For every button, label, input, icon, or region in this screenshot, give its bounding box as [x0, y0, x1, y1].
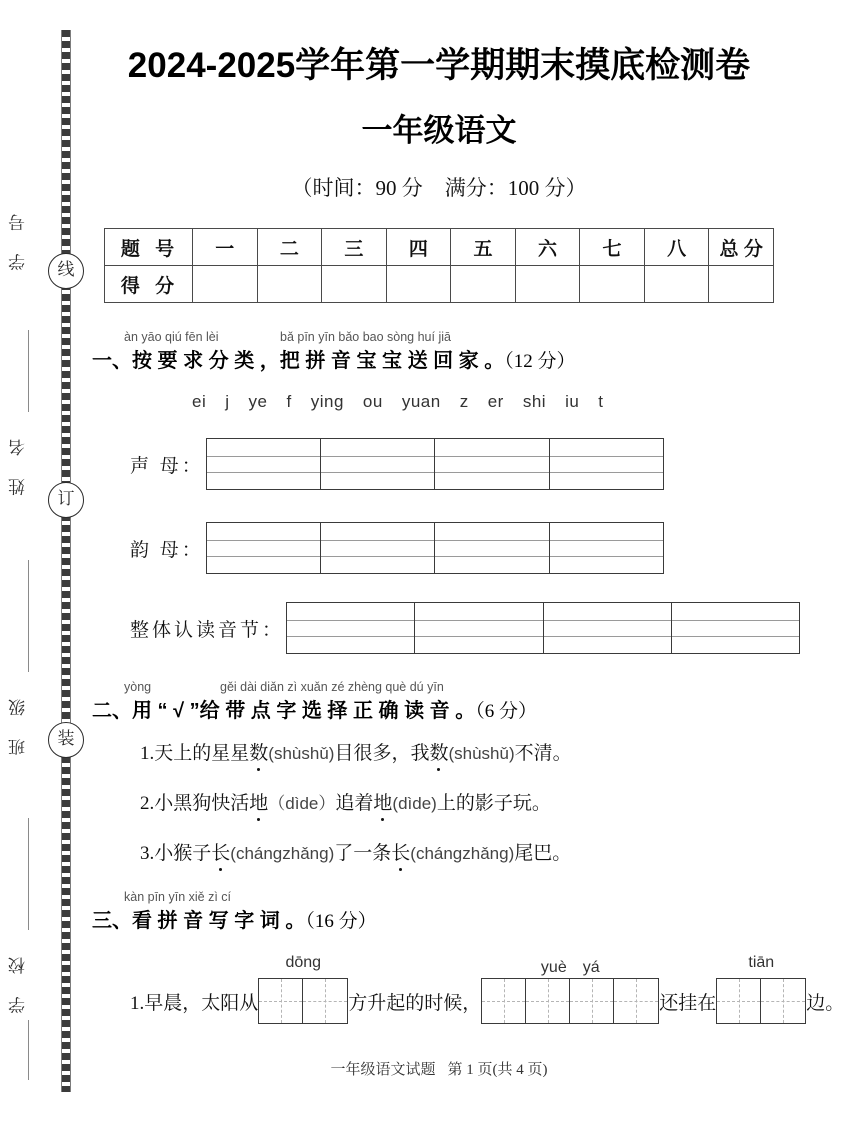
exam-time: （时间：90 分 [291, 176, 423, 200]
fourline-cell[interactable] [207, 523, 321, 573]
score-cell-5[interactable] [451, 266, 516, 303]
fourline-cell[interactable] [435, 439, 549, 489]
margin-field-school: 学 校 [9, 948, 28, 1014]
fourline-cell[interactable] [321, 523, 435, 573]
tianzige-pinyin: tiān [748, 954, 775, 971]
bank-item-8: z [459, 392, 469, 411]
bank-item-10: shi [522, 392, 547, 411]
score-cell-1[interactable] [193, 266, 258, 303]
fourline-cell[interactable] [287, 603, 415, 653]
fourline-grid-yunmu[interactable] [206, 522, 664, 574]
question-2-item-2 [140, 788, 551, 815]
score-table-col-total: 总 分 [709, 229, 774, 266]
bank-item-11: iu [565, 392, 580, 411]
margin-field-student-number: 学 号 [9, 205, 28, 271]
tianzige-cell[interactable] [570, 979, 614, 1023]
margin-rule-3 [28, 818, 29, 930]
score-table-row-label-score: 得 分 [105, 266, 193, 303]
tianzige-pinyin: dōng [285, 954, 322, 971]
fourline-cell[interactable] [435, 523, 549, 573]
item-text-pre: 天上的星星 [154, 743, 250, 764]
bank-item-12: t [598, 392, 604, 411]
page-subtitle: 一年级语文 [361, 113, 517, 148]
score-cell-total[interactable] [709, 266, 774, 303]
item-text-mid: 追着 [335, 793, 374, 814]
question-1-body: 按 要 求 分 类 ，把 拼 音 宝 宝 送 回 家 。 [132, 350, 505, 372]
tianzige-cell[interactable] [259, 979, 303, 1023]
exam-sheet [92, 0, 844, 1122]
pinyin-word-bank [192, 392, 623, 412]
question-3 [92, 890, 844, 1014]
answer-row-yunmu-label: 韵 母： [130, 539, 204, 561]
bank-item-1: ei [192, 392, 207, 411]
question-1-number: 一、 [92, 350, 132, 372]
page-title: 2024-2025学年第一学期期末摸底检测卷 [127, 46, 751, 85]
bank-item-2: j [225, 392, 230, 411]
answer-row-shengmu [130, 438, 664, 490]
exam-meta [92, 172, 786, 202]
item-text-pre: 小黑狗快活 [154, 793, 250, 814]
binding-margin [0, 0, 92, 1122]
question-2-item-3 [140, 838, 571, 865]
score-table-row-label-number: 题 号 [105, 229, 193, 266]
tianzige-cell[interactable] [614, 979, 658, 1023]
item-text-seg4: 边。 [806, 993, 844, 1014]
margin-rule-1 [28, 330, 29, 412]
fourline-cell[interactable] [544, 603, 672, 653]
choice-b[interactable]: shǔ) [481, 744, 515, 763]
score-table [104, 228, 774, 303]
binding-seal-line [61, 30, 71, 1092]
fourline-grid-shengmu[interactable] [206, 438, 664, 490]
question-3-item-1 [130, 954, 844, 1024]
tianzige-pinyin: yuè yá [540, 959, 600, 976]
dotted-char: 长 [391, 838, 410, 865]
question-3-number: 三、 [92, 910, 132, 932]
question-2 [92, 680, 793, 864]
item-number: 3. [140, 843, 155, 864]
tianzige-cell[interactable] [717, 979, 761, 1023]
bank-item-6: ou [362, 392, 383, 411]
tianzige-boxes[interactable] [258, 978, 348, 1024]
choice-a[interactable]: (cháng [410, 844, 463, 863]
question-2-number: 二、 [92, 700, 132, 722]
footer-page-number: 第 1 页(共 4 页) [447, 1062, 548, 1078]
bank-item-9: er [487, 392, 504, 411]
dotted-char: 地 [373, 788, 392, 815]
choice-a[interactable]: (shù [268, 744, 302, 763]
score-table-col-3: 三 [322, 229, 387, 266]
table-row-scores [105, 266, 774, 303]
tianzige-group-tian[interactable] [716, 954, 806, 1024]
seal-char-3: 装 [48, 722, 84, 758]
answer-row-shengmu-label: 声 母： [130, 455, 204, 477]
item-number: 1. [140, 743, 155, 764]
question-1 [92, 330, 793, 641]
fourline-cell[interactable] [550, 523, 663, 573]
answer-row-yunmu [130, 522, 664, 574]
question-1-heading [92, 330, 793, 376]
score-cell-2[interactable] [257, 266, 322, 303]
choice-b[interactable]: de) [412, 794, 437, 813]
question-2-pinyin-right: gěi dài diǎn zì xuǎn zé zhèng què dú yīn [220, 680, 444, 694]
seal-char-2: 订 [48, 482, 84, 518]
dotted-char: 数 [429, 738, 448, 765]
seal-char-1: 线 [48, 253, 84, 289]
score-table-col-1: 一 [193, 229, 258, 266]
footer-exam-name: 一年级语文试题 [330, 1062, 436, 1078]
margin-field-name: 姓 名 [9, 430, 28, 496]
score-table-col-7: 七 [580, 229, 645, 266]
item-text-seg1: 早晨，太阳从 [144, 993, 259, 1014]
question-1-score: （12 分） [504, 351, 576, 372]
item-text-post: 上的影子玩。 [436, 793, 551, 814]
score-table-col-5: 五 [451, 229, 516, 266]
item-text-mid: 了一条 [334, 843, 392, 864]
choice-a[interactable]: （dì [268, 794, 300, 813]
item-text-pre: 小猴子 [154, 843, 212, 864]
dotted-char: 地 [249, 788, 268, 815]
page-footer [92, 1058, 786, 1079]
fourline-cell[interactable] [207, 439, 321, 489]
answer-row-whole-syllable [130, 602, 800, 654]
fourline-cell[interactable] [415, 603, 543, 653]
score-cell-4[interactable] [386, 266, 451, 303]
bank-item-4: f [286, 392, 292, 411]
table-row-header [105, 229, 774, 266]
score-cell-8[interactable] [644, 266, 709, 303]
question-3-heading [92, 890, 793, 936]
item-number: 2. [140, 793, 155, 814]
tianzige-cell[interactable] [303, 979, 347, 1023]
item-text-mid: 目很多，我 [334, 743, 430, 764]
bank-item-3: ye [248, 392, 268, 411]
score-cell-7[interactable] [580, 266, 645, 303]
margin-rule-4 [28, 1020, 29, 1080]
choice-a[interactable]: (dì [392, 794, 413, 813]
bank-item-5: ying [310, 392, 344, 411]
choice-b[interactable]: zhǎng) [462, 844, 515, 863]
item-number: 1. [130, 993, 145, 1014]
margin-rule-2 [28, 560, 29, 672]
tianzige-boxes[interactable] [481, 978, 659, 1024]
choice-a[interactable]: (shù [448, 744, 482, 763]
fourline-grid-whole-syllable[interactable] [286, 602, 800, 654]
question-3-body: 看 拼 音 写 字 词 。 [132, 910, 306, 932]
choice-b[interactable]: de） [299, 794, 336, 813]
tianzige-group-yueya[interactable] [481, 959, 659, 1024]
fourline-cell[interactable] [321, 439, 435, 489]
choice-b[interactable]: zhǎng) [282, 844, 335, 863]
item-text-post: 尾巴。 [514, 843, 572, 864]
item-text-post: 不清。 [514, 743, 572, 764]
exam-full-score: 满分：100 分） [444, 176, 587, 200]
tianzige-cell[interactable] [761, 979, 805, 1023]
score-cell-3[interactable] [322, 266, 387, 303]
score-table-col-4: 四 [386, 229, 451, 266]
question-1-pinyin-right: bǎ pīn yīn bǎo bao sòng huí jiā [280, 330, 451, 344]
question-2-score: （6 分） [475, 701, 537, 722]
answer-row-whole-syllable-label: 整体认读音节： [130, 619, 285, 641]
question-3-pinyin: kàn pīn yīn xiě zì cí [124, 890, 231, 904]
bank-item-7: yuan [401, 392, 441, 411]
tianzige-cell[interactable] [482, 979, 526, 1023]
tianzige-cell[interactable] [526, 979, 570, 1023]
question-2-body: 用 “ √ ”给 带 点 字 选 择 正 确 读 音 。 [132, 700, 476, 722]
dotted-char: 长 [211, 838, 230, 865]
score-cell-6[interactable] [515, 266, 580, 303]
choice-a[interactable]: (cháng [230, 844, 283, 863]
fourline-cell[interactable] [550, 439, 663, 489]
item-text-seg2: 方升起的时候， [348, 993, 482, 1014]
score-table-col-2: 二 [257, 229, 322, 266]
choice-b[interactable]: shǔ) [301, 744, 335, 763]
question-2-text [92, 694, 537, 723]
score-table-col-8: 八 [644, 229, 709, 266]
question-2-heading [92, 680, 793, 726]
fourline-cell[interactable] [672, 603, 799, 653]
dotted-char: 数 [249, 738, 268, 765]
tianzige-boxes[interactable] [716, 978, 806, 1024]
question-1-pinyin-left: àn yāo qiú fēn lèi [124, 330, 219, 344]
question-2-item-1 [140, 738, 572, 765]
question-3-score: （16 分） [305, 911, 377, 932]
margin-field-class: 班 级 [9, 690, 28, 756]
question-2-pinyin-left: yòng [124, 680, 152, 694]
question-3-text [92, 904, 377, 933]
question-1-text [92, 344, 576, 373]
item-text-seg3: 还挂在 [659, 993, 717, 1014]
tianzige-group-dong[interactable] [258, 954, 348, 1024]
score-table-col-6: 六 [515, 229, 580, 266]
